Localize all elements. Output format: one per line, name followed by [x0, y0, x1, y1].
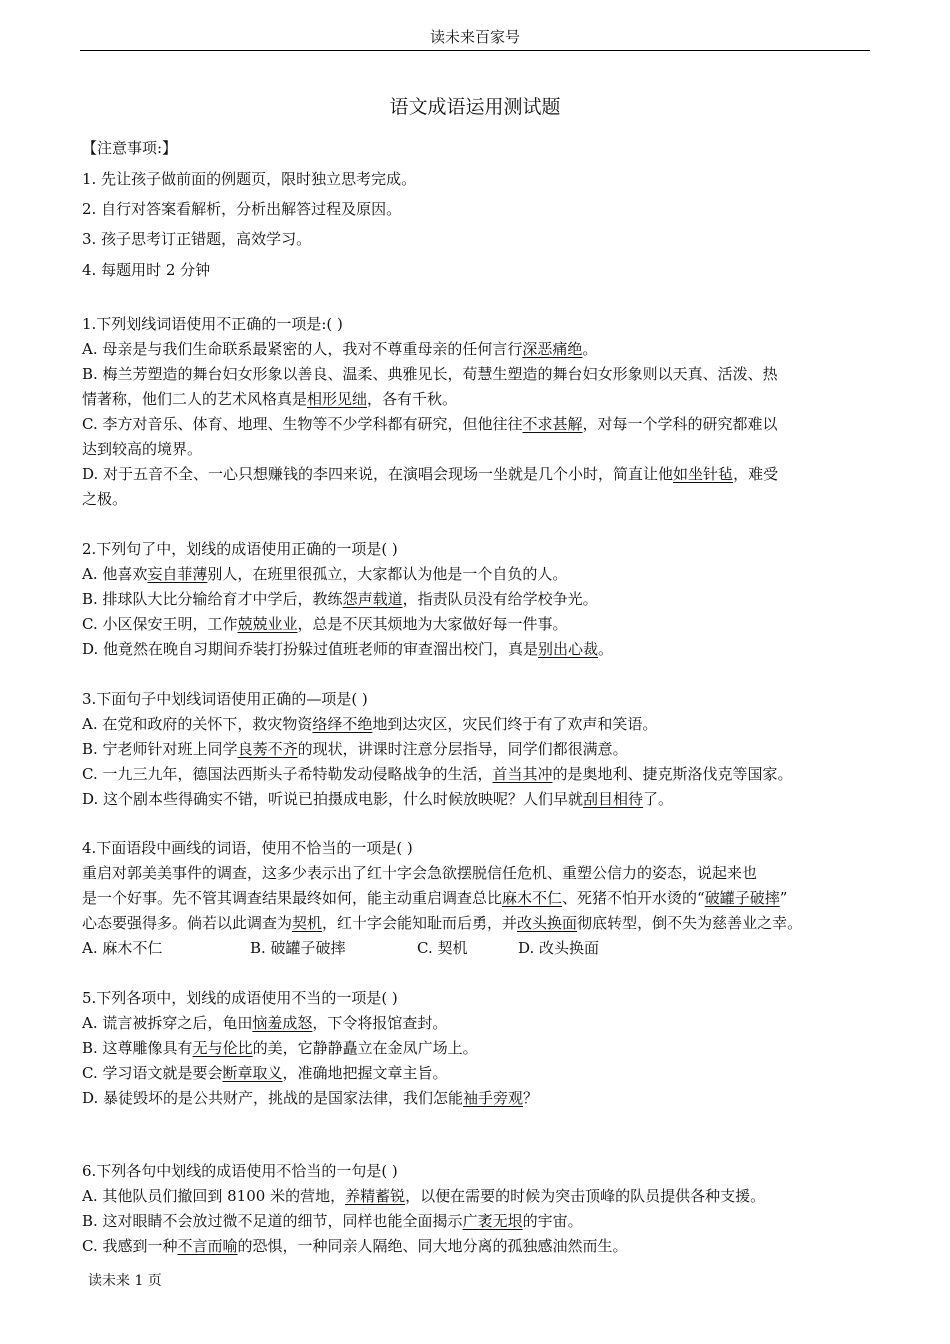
q4-passage-line: 是一个好事。先不管其调查结果最终如何，能主动重启调查总比麻木不仁、死猪不怕开水烫的“破罐子破摔” [82, 889, 788, 907]
q1-option-a: A. 母亲是与我们生命联系最紧密的人，我对不尊重母亲的任何言行深恶痛绝。 [82, 340, 598, 358]
question-5-stem: 5.下列各项中，划线的成语使用不当的一项是( ) [82, 989, 398, 1007]
q4-passage-line: 心态要强得多。倘若以此调查为契机，红十字会能知耻而后勇，并改头换面彻底转型，倒不失为慈善业之幸。 [82, 914, 803, 932]
q4-passage-line: 重启对郭美美事件的调查，这多少表示出了红十字会急欲摆脱信任危机、重塑公信力的姿态，说起来也 [82, 864, 758, 882]
q5-option-c: C. 学习语文就是要会断章取义，准确地把握文章主旨。 [82, 1064, 448, 1082]
underlined-idiom: 不求甚解 [522, 415, 583, 433]
q1-option-c-cont: 达到较高的境界。 [82, 440, 203, 458]
q2-option-b: B. 排球队大比分输给育才中学后，教练怨声载道，指责队员没有给学校争光。 [82, 590, 598, 608]
q4-option-b: B. 破罐子破摔 [250, 939, 346, 957]
q6-option-a: A. 其他队员们撤回到 8100 米的营地，养精蓄锐，以便在需要的时候为突击顶峰的队员提供各种支援。 [82, 1187, 766, 1205]
underlined-idiom: 养精蓄锐 [345, 1187, 406, 1205]
q5-option-b: B. 这尊雕像具有无与伦比的美，它静静矗立在金凤广场上。 [82, 1039, 478, 1057]
question-2-stem: 2.下列句了中，划线的成语使用正确的一项是( ) [82, 540, 398, 558]
q1-option-b: B. 梅兰芳塑造的舞台妇女形象以善良、温柔、典雅见长，荀慧生塑造的舞台妇女形象则以天真、活泼、热 [82, 365, 778, 383]
underlined-idiom: 相形见绌 [307, 390, 368, 408]
note-item: 1. 先让孩子做前面的例题页，限时独立思考完成。 [82, 170, 417, 188]
page-header: 读未来百家号 [429, 28, 520, 46]
notes-title: 【注意事项:】 [82, 139, 178, 157]
q4-option-c: C. 契机 [417, 939, 468, 957]
header-rule [80, 50, 870, 51]
q3-option-d: D. 这个剧本些得确实不错，听说已拍摄成电影，什么时候放映呢？人们早就刮目相待了。 [82, 790, 674, 808]
page-footer: 读未来 1 页 [88, 1273, 162, 1289]
underlined-idiom: 首当其冲 [492, 765, 553, 783]
q1-option-b-cont: 情著称，他们二人的艺术风格真是相形见绌，各有千秋。 [82, 390, 458, 408]
underlined-idiom: 广袤无垠 [462, 1212, 523, 1230]
question-4-stem: 4.下面语段中画线的词语，使用不恰当的一项是( ) [82, 839, 413, 857]
q1-option-c: C. 李方对音乐、体育、地理、生物等不少学科都有研究，但他往往不求甚解，对每一个学科的研究都难以 [82, 415, 778, 433]
underlined-idiom: 袖手旁观 [463, 1089, 524, 1107]
underlined-idiom: 兢兢业业 [237, 615, 298, 633]
underlined-idiom: 良莠不齐 [237, 740, 298, 758]
q2-option-d: D. 他竟然在晚自习期间乔装打扮躲过值班老师的审查溜出校门，真是别出心裁。 [82, 640, 614, 658]
underlined-idiom: 妄自菲薄 [147, 565, 208, 583]
q4-option-a: A. 麻木不仁 [82, 939, 163, 957]
q1-option-d: D. 对于五音不全、一心只想赚钱的李四来说，在演唱会现场一坐就是几个小时，简直让他如坐针毡，难受 [82, 465, 779, 483]
q4-option-d: D. 改头换面 [518, 939, 600, 957]
q3-option-a: A. 在党和政府的关怀下，救灾物资络绎不绝地到达灾区，灾民们终于有了欢声和笑语。 [82, 715, 658, 733]
underlined-idiom: 恼羞成怒 [252, 1014, 313, 1032]
underlined-idiom: 怨声载道 [342, 590, 403, 608]
underlined-idiom: 麻木不仁 [502, 889, 563, 907]
note-item: 4. 每题用时 2 分钟 [82, 261, 211, 279]
note-item: 2. 自行对答案看解析，分析出解答过程及原因。 [82, 200, 402, 218]
q2-option-c: C. 小区保安王明，工作兢兢业业，总是不厌其烦地为大家做好每一件事。 [82, 615, 568, 633]
question-1-stem: 1.下列划线词语使用不正确的一项是:( ) [82, 315, 343, 333]
underlined-idiom: 契机 [292, 914, 323, 932]
question-6-stem: 6.下列各句中划线的成语使用不恰当的一句是( ) [82, 1162, 398, 1180]
q6-option-c: C. 我感到一种不言而喻的恐惧，一种同亲人隔绝、同大地分离的孤独感油然而生。 [82, 1237, 628, 1255]
underlined-idiom: 断章取义 [222, 1064, 283, 1082]
note-item: 3. 孩子思考订正错题，高效学习。 [82, 230, 312, 248]
underlined-idiom: 别出心裁 [538, 640, 599, 658]
q3-option-b: B. 宁老师针对班上同学良莠不齐的现状，讲课时注意分层指导，同学们都很满意。 [82, 740, 628, 758]
page-title: 语文成语运用测试题 [389, 96, 561, 118]
underlined-idiom: 深恶痛绝 [522, 340, 583, 358]
q1-option-d-cont: 之极。 [82, 490, 128, 508]
underlined-idiom: 破罐子破摔 [704, 889, 780, 907]
underlined-idiom: 络绎不绝 [312, 715, 373, 733]
q5-option-d: D. 暴徒毁坏的是公共财产，挑战的是国家法律，我们怎能袖手旁观？ [82, 1089, 539, 1107]
question-3-stem: 3.下面句子中划线词语使用正确的—项是( ) [82, 690, 368, 708]
underlined-idiom: 刮目相待 [583, 790, 644, 808]
q5-option-a: A. 谎言被拆穿之后，龟田恼羞成怒，下令将报馆查封。 [82, 1014, 448, 1032]
underlined-idiom: 不言而喻 [177, 1237, 238, 1255]
q3-option-c: C. 一九三九年，德国法西斯头子希特勒发动侵略战争的生活，首当其冲的是奥地利、捷克斯洛伐克等国家。 [82, 765, 793, 783]
underlined-idiom: 如坐针毡 [673, 465, 734, 483]
underlined-idiom: 无与伦比 [192, 1039, 253, 1057]
q2-option-a: A. 他喜欢妄自菲薄别人，在班里很孤立，大家都认为他是一个自负的人。 [82, 565, 568, 583]
underlined-idiom: 改头换面 [517, 914, 578, 932]
q6-option-b: B. 这对眼睛不会放过微不足道的细节，同样也能全面揭示广袤无垠的宇宙。 [82, 1212, 583, 1230]
